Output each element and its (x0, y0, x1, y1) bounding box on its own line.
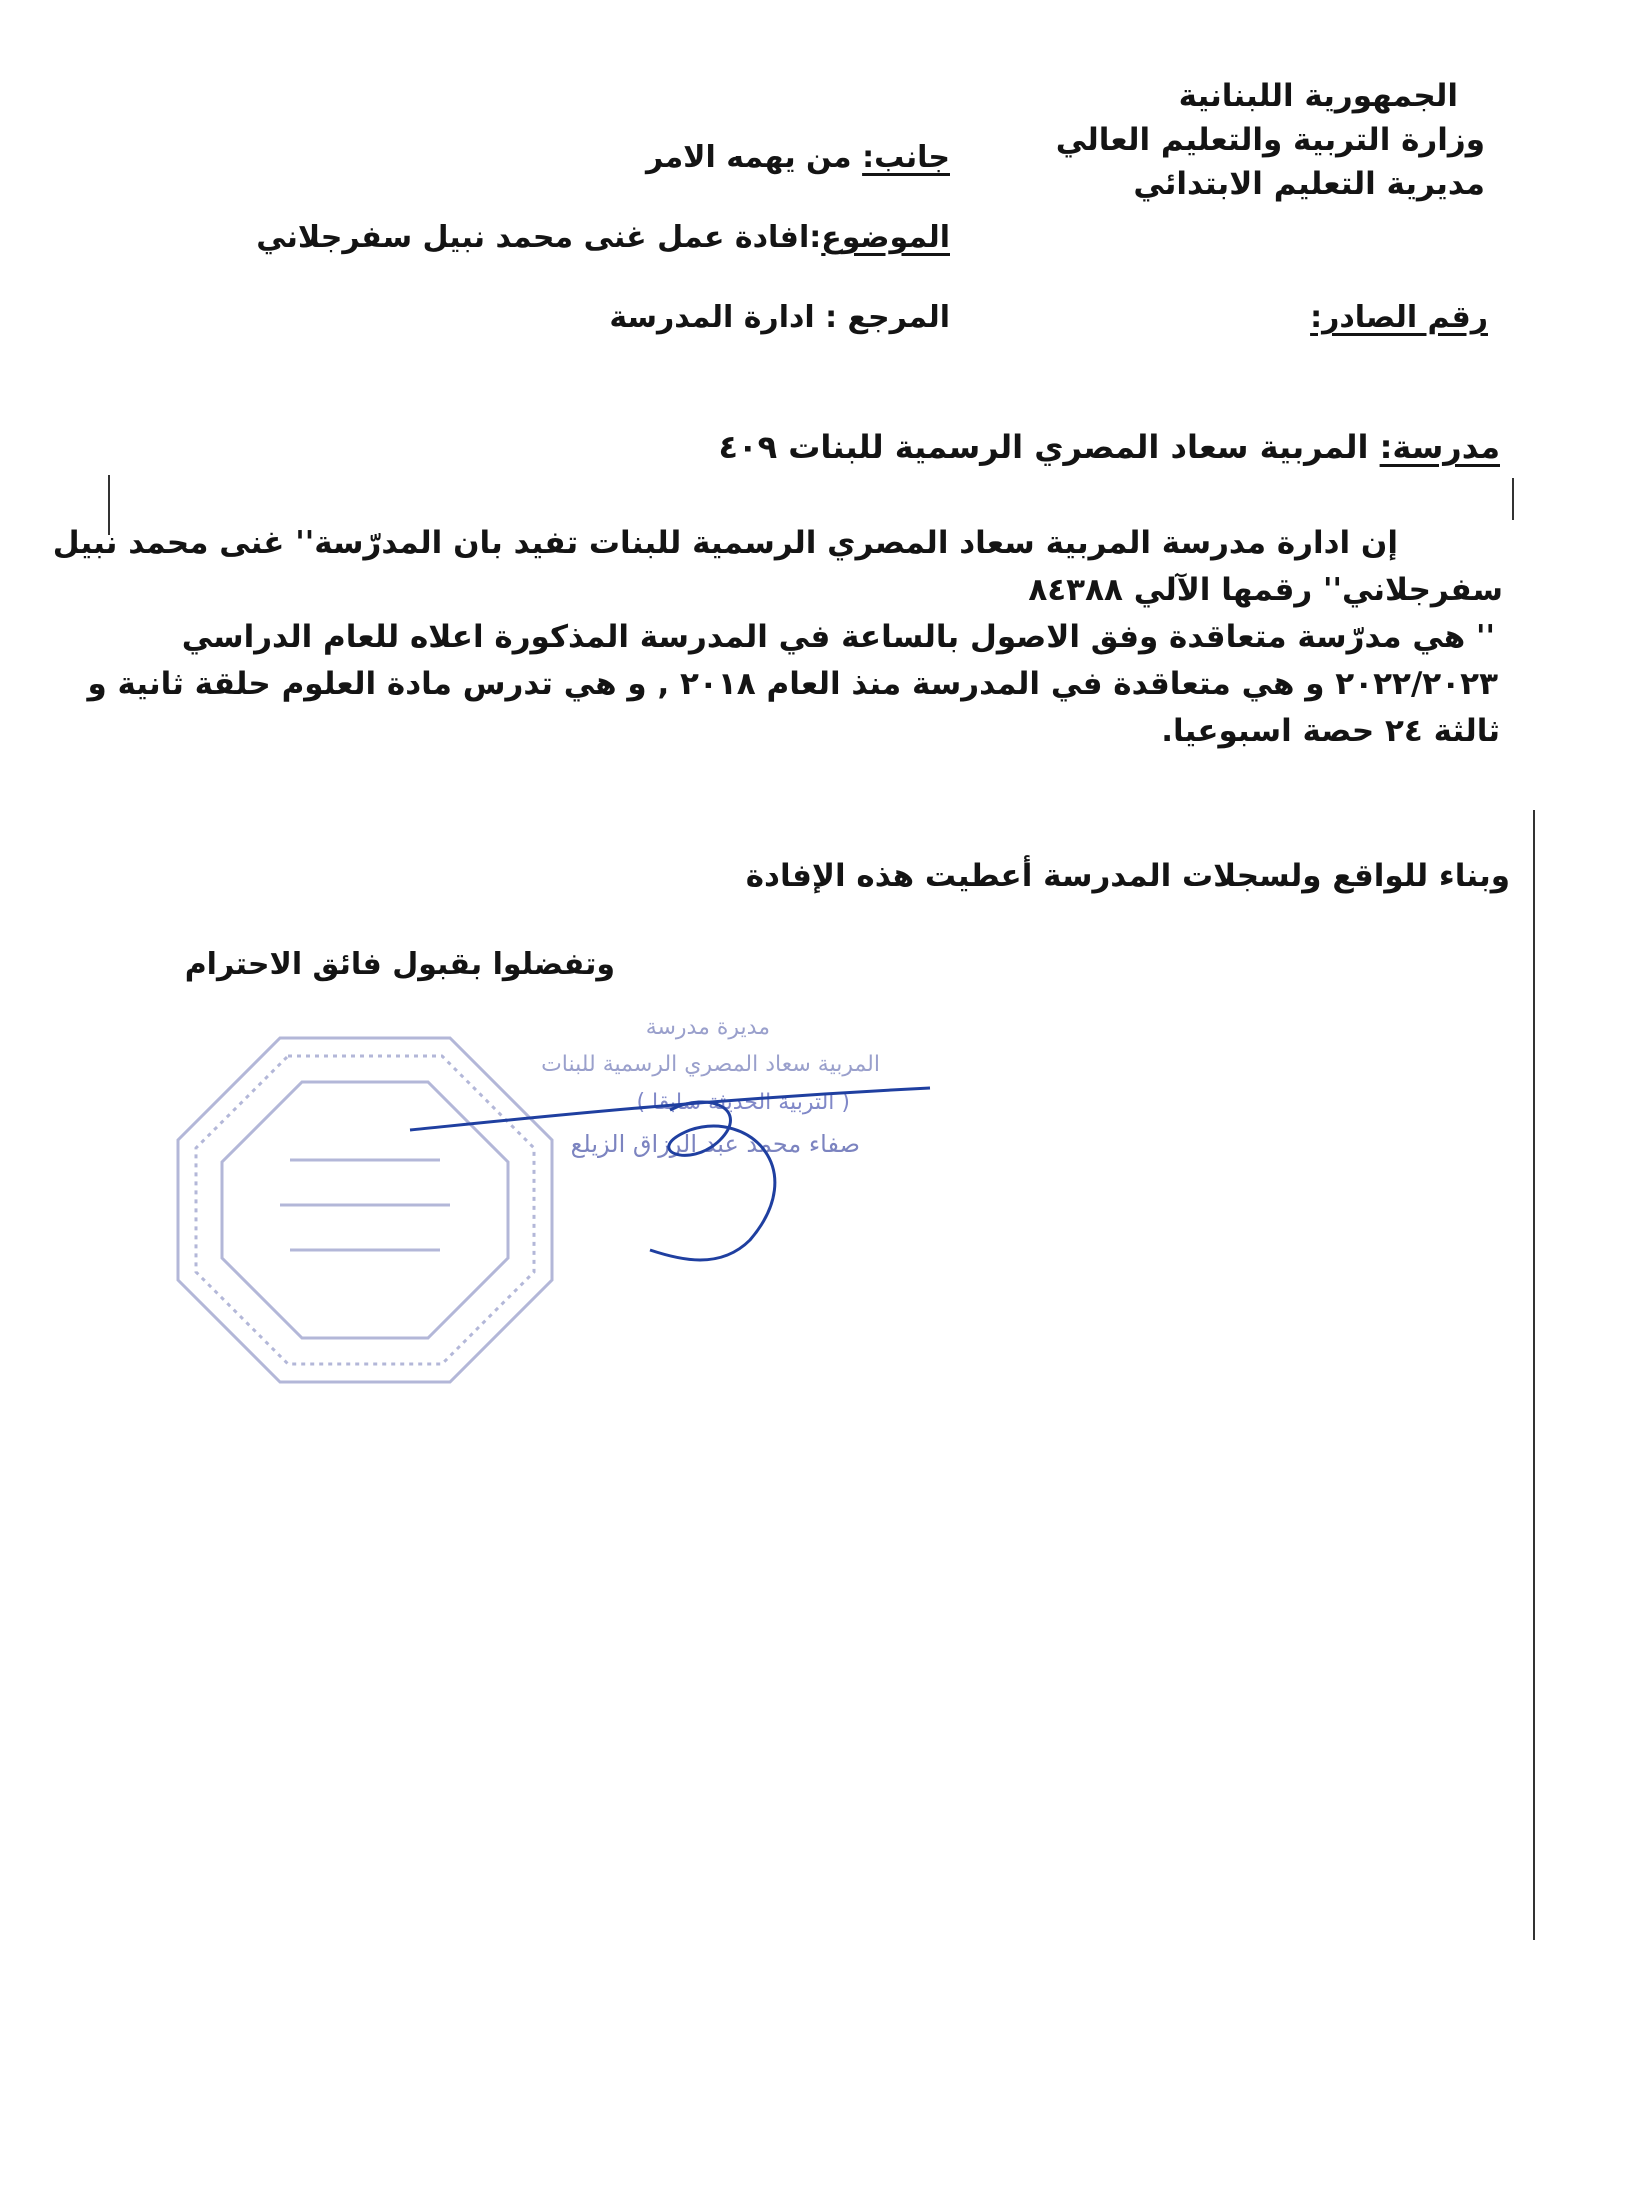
body-line-3: '' هي مدرّسة متعاقدة وفق الاصول بالساعة في المدرسة المذكورة اعلاه للعام الدراسي (181, 619, 1495, 655)
addressee-label: جانب: (862, 140, 950, 175)
subject-line (256, 220, 950, 255)
closing-basis: وبناء للواقع ولسجلات المدرسة أعطيت هذه الإفادة (745, 858, 1510, 894)
school-label: مدرسة: (1379, 428, 1500, 466)
reference-label: المرجع : (825, 300, 950, 335)
body-line-1: إن ادارة مدرسة المربية سعاد المصري الرسمية للبنات تفيد بان المدرّسة'' غنى محمد نبيل (52, 525, 1398, 561)
addressee-value: من يهمه الامر (645, 140, 852, 175)
margin-mark-right-top (1512, 478, 1514, 520)
subject-label: الموضوع (821, 220, 950, 255)
body-line-5: ثالثة ٢٤ حصة اسبوعيا. (1161, 713, 1500, 749)
reference-value: ادارة المدرسة (609, 300, 815, 335)
reference-line (609, 300, 950, 335)
outgoing-number-label: رقم الصادر: (1310, 300, 1488, 335)
addressee-line (646, 140, 950, 175)
header-directorate: مديرية التعليم الابتدائي (1133, 166, 1485, 202)
closing-regards: وتفضلوا بقبول فائق الاحترام (184, 947, 615, 982)
subject-value: :افادة عمل غنى محمد نبيل سفرجلاني (256, 220, 822, 255)
stamp-title: مديرة مدرسة (645, 1015, 770, 1040)
stamp-school: المربية سعاد المصري الرسمية للبنات (541, 1052, 880, 1077)
signature-scribble (390, 1050, 950, 1290)
header-ministry: وزارة التربية والتعليم العالي (1055, 122, 1485, 158)
stamp-name: صفاء محمد عبد الرزاق الزيلع (570, 1130, 860, 1158)
stamp-note: ( التربية الحديثة سابقا ) (636, 1090, 850, 1115)
school-value: المربية سعاد المصري الرسمية للبنات ٤٠٩ (718, 428, 1369, 466)
header-republic: الجمهورية اللبنانية (1178, 78, 1458, 114)
margin-mark-right-long (1533, 810, 1535, 1940)
body-line-2: سفرجلاني'' رقمها الآلي ٨٤٣٨٨ (1028, 572, 1503, 608)
school-line (719, 428, 1500, 466)
body-line-4: ٢٠٢٢/٢٠٢٣ و هي متعاقدة في المدرسة منذ العام ٢٠١٨ , و هي تدرس مادة العلوم حلقة ثانية و (87, 666, 1498, 702)
